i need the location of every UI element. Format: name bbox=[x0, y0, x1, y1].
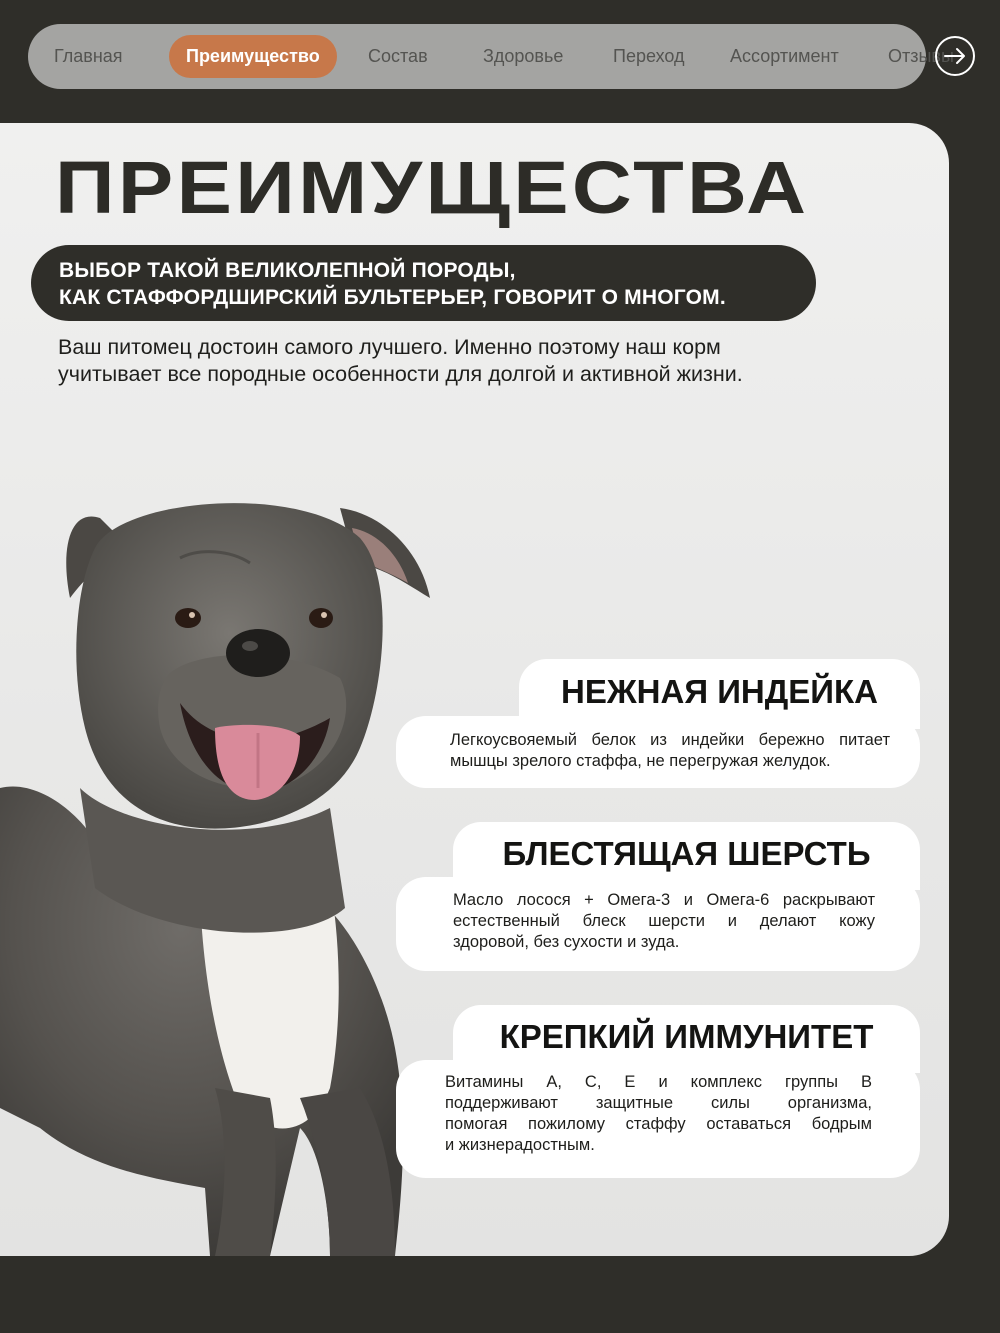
nav-item-home[interactable]: Главная bbox=[54, 46, 123, 66]
nav-item-composition[interactable]: Состав bbox=[368, 46, 428, 66]
page-title: ПРЕИМУЩЕСТВА bbox=[55, 146, 810, 229]
feature-turkey-card bbox=[396, 716, 920, 788]
intro-text bbox=[58, 334, 858, 388]
feature-immunity-line: и жизнерадостным. bbox=[445, 1136, 595, 1154]
advantages-panel bbox=[0, 123, 949, 1256]
nav-item-assortment[interactable]: Ассортимент bbox=[730, 46, 839, 66]
top-navigation bbox=[28, 24, 954, 89]
arrow-right-icon bbox=[944, 47, 966, 65]
intro-line: учитывает все породные особенности для долгой и активной жизни. bbox=[58, 362, 743, 386]
tagline-pill bbox=[31, 245, 816, 321]
feature-coat-line: естественный блеск шерсти и делают кожу bbox=[453, 912, 875, 930]
feature-coat-title: БЛЕСТЯЩАЯ ШЕРСТЬ bbox=[453, 822, 920, 890]
feature-immunity-title: КРЕПКИЙ ИММУНИТЕТ bbox=[453, 1005, 920, 1073]
feature-immunity-line: поддерживают защитные силы организма, bbox=[445, 1094, 872, 1112]
nav-item-advantages[interactable]: Преимущество bbox=[169, 35, 337, 78]
nav-item-reviews[interactable]: Отзывы bbox=[888, 46, 954, 66]
feature-coat-card bbox=[396, 877, 920, 971]
nav-item-health[interactable]: Здоровье bbox=[483, 46, 564, 66]
feature-immunity-line: Витамины A, C, E и комплекс группы B bbox=[445, 1073, 872, 1091]
nav-next-button[interactable] bbox=[935, 36, 975, 76]
feature-turkey-line: мышцы зрелого стаффа, не перегружая желудок. bbox=[450, 752, 831, 770]
tagline-line: КАК СТАФФОРДШИРСКИЙ БУЛЬТЕРЬЕР, ГОВОРИТ О МНОГОМ. bbox=[59, 286, 726, 309]
feature-coat-line: Масло лосося + Омега-3 и Омега-6 раскрывают bbox=[453, 891, 875, 909]
feature-turkey-line: Легкоусвояемый белок из индейки бережно питает bbox=[450, 731, 890, 749]
tagline-line: ВЫБОР ТАКОЙ ВЕЛИКОЛЕПНОЙ ПОРОДЫ, bbox=[59, 259, 516, 282]
feature-turkey-title: НЕЖНАЯ ИНДЕЙКА bbox=[519, 659, 920, 729]
feature-coat-line: здоровой, без сухости и зуда. bbox=[453, 933, 680, 951]
feature-immunity-line: помогая пожилому стаффу оставаться бодрым bbox=[445, 1115, 872, 1133]
intro-line: Ваш питомец достоин самого лучшего. Именно поэтому наш корм bbox=[58, 335, 721, 359]
feature-immunity-card bbox=[396, 1060, 920, 1178]
nav-item-transition[interactable]: Переход bbox=[613, 46, 685, 66]
dog-photo bbox=[0, 488, 450, 1256]
